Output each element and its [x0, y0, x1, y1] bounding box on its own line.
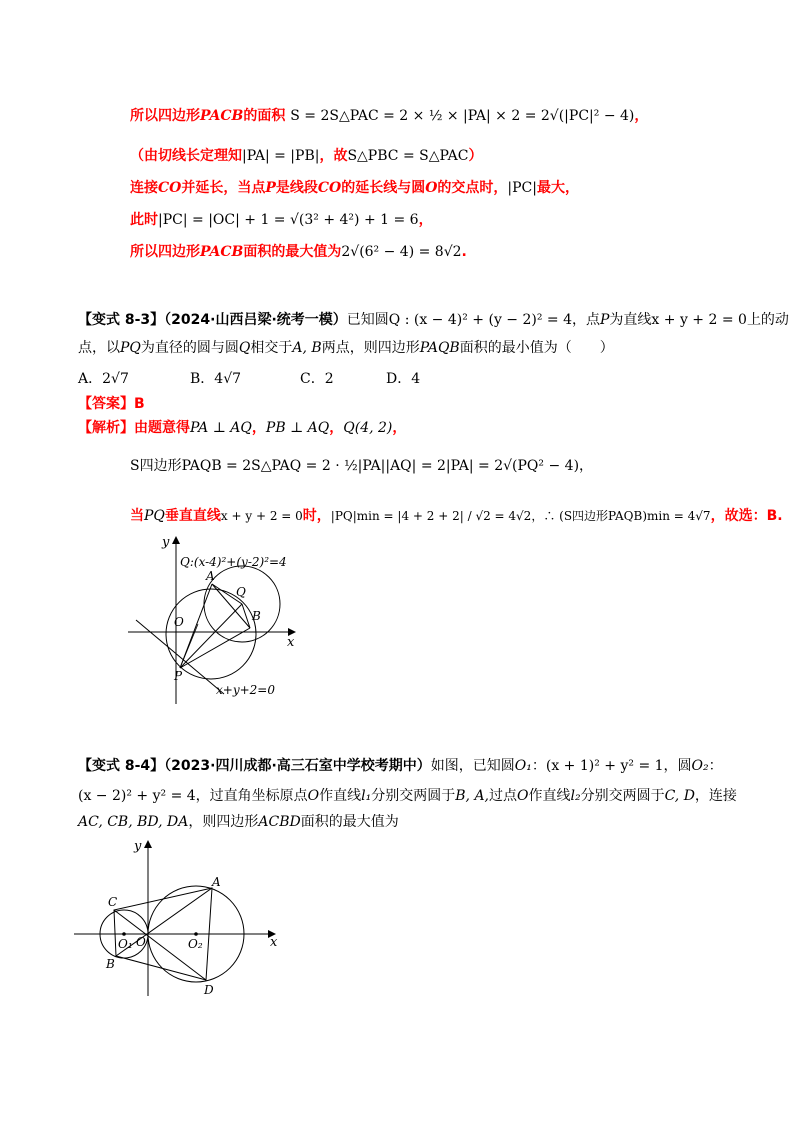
y-axis-label: y — [162, 535, 170, 550]
center-o2 — [194, 932, 198, 936]
y-axis-label: y — [134, 839, 142, 854]
problem-8-3-line-2: 点，以PQ为直径的圆与圆Q相交于A, B两点，则四边形PAQB面积的最小值为（ ） — [78, 340, 614, 356]
y-axis-arrow — [144, 840, 152, 848]
x-axis-label: x — [270, 935, 278, 950]
segment-po — [180, 624, 198, 668]
x-axis-label: x — [287, 635, 295, 650]
point-c-label: C — [108, 895, 118, 909]
problem-8-3-tag: 【变式 8-3】 — [78, 312, 165, 328]
option-b: B．4√7 — [190, 371, 242, 387]
option-d: D．4 — [386, 371, 421, 387]
point-q-label: Q — [236, 585, 246, 599]
problem-8-4-tag: 【变式 8-4】 — [78, 758, 165, 774]
analysis-line-1: 【解析】由题意得PA ⊥ AQ，PB ⊥ AQ，Q(4, 2)， — [78, 420, 407, 436]
problem-8-4-line-3: AC, CB, BD, DA，则四边形ACBD面积的最大值为 — [78, 814, 399, 830]
solution-line-3: 连接CO并延长，当点P是线段CO的延长线与圆O的交点时，|PC|最大， — [130, 180, 579, 196]
solution-line-2: （由切线长定理知|PA| = |PB|，故S△PBC = S△PAC） — [130, 148, 483, 164]
problem-8-4-line-2: (x − 2)² + y² = 4，过直角坐标原点O作直线l₁分别交两圆于B, A,过点O作直线l₂分别交两圆于C, D，连接 — [78, 788, 737, 804]
analysis-line-3: 当PQ垂直直线x + y + 2 = 0时，|PQ|min = |4 + 2 + 2| / √2 = 4√2，∴ (S四边形PAQB)min = 4√7，故选：B. — [130, 508, 783, 524]
point-p-label: P — [174, 669, 183, 683]
line-label: x+y+2=0 — [216, 683, 275, 697]
point-a-label: A — [212, 875, 221, 889]
point-d-label: D — [204, 983, 214, 997]
point-b-label: B — [106, 957, 115, 971]
solution-line-1: 所以四边形PACB的面积 S = 2S△PAC = 2 × ½ × |PA| × 2 = 2√(|PC|² − 4)， — [130, 108, 649, 124]
circle-pq — [166, 589, 256, 679]
figure-8-4 — [70, 834, 290, 1004]
option-a: A．2√7 — [78, 371, 129, 387]
solution-line-5: 所以四边形PACB面积的最大值为2√(6² − 4) = 8√2. — [130, 244, 467, 260]
problem-8-3-line-1: 【变式 8-3】（2024·山西吕梁·统考一模）已知圆Q : (x − 4)² + (y − 2)² = 4，点P为直线x + y + 2 = 0上的动 — [78, 312, 789, 328]
answer-label: 【答案】B — [78, 396, 145, 412]
segment-pq — [180, 604, 242, 668]
point-o-label: O — [174, 615, 184, 629]
segment-pb — [180, 628, 250, 668]
point-o1-label: O₁ — [118, 937, 133, 951]
point-o2-label: O₂ — [188, 937, 203, 951]
solution-line-4: 此时|PC| = |OC| + 1 = √(3² + 4²) + 1 = 6， — [130, 212, 433, 228]
figure-8-3 — [120, 528, 320, 708]
option-c: C．2 — [300, 371, 334, 387]
center-o1 — [122, 932, 126, 936]
problem-8-4-line-1: 【变式 8-4】（2023·四川成都·高三石室中学校考期中）如图，已知圆O₁：(x + 1)² + y² = 1，圆O₂： — [78, 758, 723, 774]
y-axis-arrow — [172, 536, 180, 544]
point-o-label: O — [136, 935, 146, 949]
point-a-label: A — [206, 569, 215, 583]
circle-q-label: Q:(x-4)²+(y-2)²=4 — [180, 555, 287, 569]
area-formula: S = 2S△PAC = 2 × ½ × |PA| × 2 = 2√(|PC|² − 4) — [290, 108, 635, 124]
point-b-label: B — [252, 609, 261, 623]
segment-qb — [242, 604, 250, 628]
analysis-line-2: S四边形PAQB = 2S△PAQ = 2 · ½|PA||AQ| = 2|PA| = 2√(PQ² − 4)， — [130, 458, 594, 474]
